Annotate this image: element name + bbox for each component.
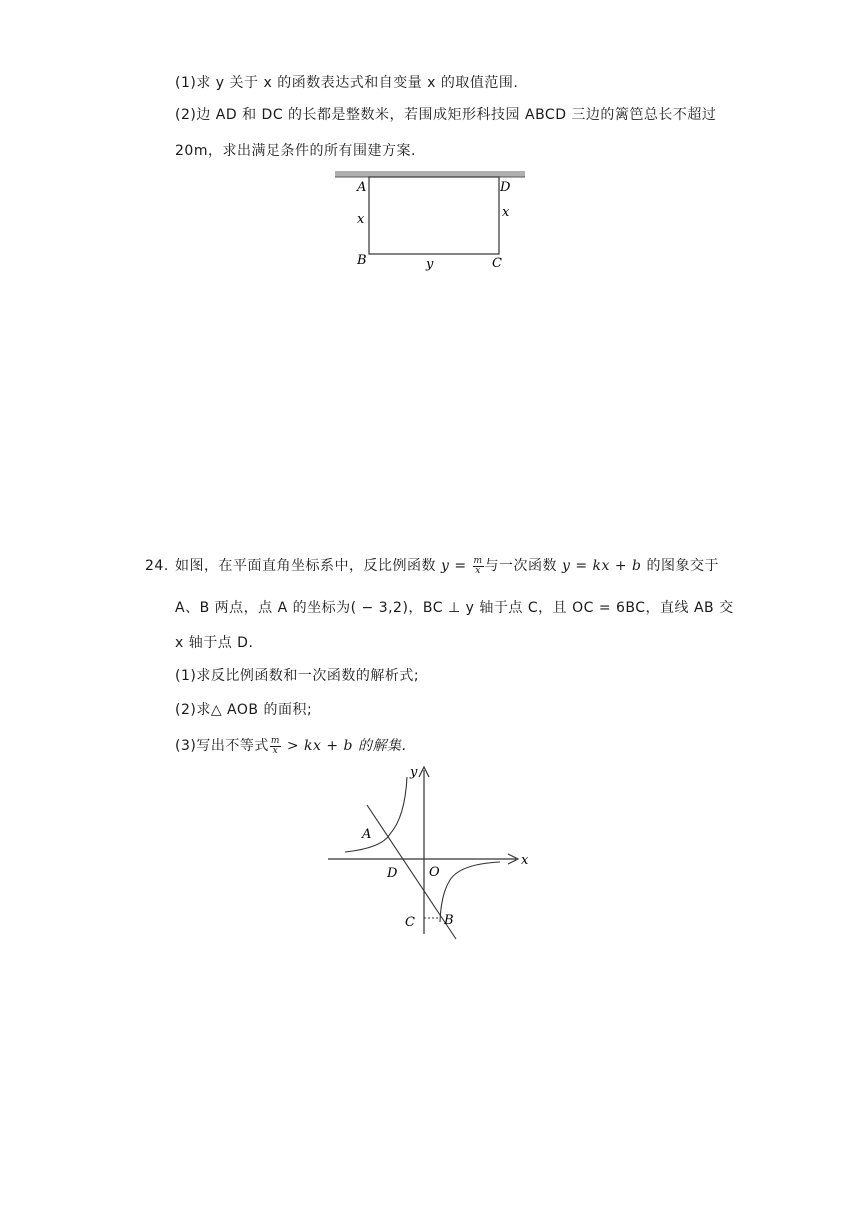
label-a-point: A xyxy=(362,827,372,842)
label-c-point: C xyxy=(405,915,415,930)
label-x-right: x xyxy=(502,205,510,220)
problem24-line2: A、B 两点，点 A 的坐标为( − 3,2)，BC ⊥ y 轴于点 C，且 OC = 6BC，直线 AB 交 xyxy=(175,600,734,616)
coordinate-figure xyxy=(320,762,540,944)
problem23-question2-line1: (2)边 AD 和 DC 的长都是整数米，若围成矩形科技园 ABCD 三边的篱笆总长不超过 xyxy=(175,107,717,123)
rectangle-figure xyxy=(330,166,530,274)
problem24-number: 24. xyxy=(145,558,169,574)
label-x-axis: x xyxy=(521,853,529,868)
fraction-m-over-x: $\frac{m}{x}$ xyxy=(473,555,483,576)
label-b: B xyxy=(357,253,367,268)
label-b-point: B xyxy=(444,913,454,928)
label-a: A xyxy=(357,180,367,195)
hyperbola-branch-left xyxy=(345,777,407,852)
label-x-left: x xyxy=(357,212,365,227)
label-c: C xyxy=(492,256,502,271)
label-d: D xyxy=(500,180,511,195)
wall xyxy=(335,171,525,177)
label-y-axis: y xyxy=(410,765,418,780)
rectangle-abcd xyxy=(369,177,499,254)
problem23-question1: (1)求 y 关于 x 的函数表达式和自变量 x 的取值范围. xyxy=(175,75,519,91)
label-o-point: O xyxy=(429,865,440,880)
label-y: y xyxy=(426,257,434,272)
fraction-m-over-x-2: $\frac{m}{x}$ xyxy=(270,735,280,756)
label-d-point: D xyxy=(387,866,398,881)
problem24-question2: (2)求△ AOB 的面积; xyxy=(175,702,313,718)
problem24-line3: x 轴于点 D. xyxy=(175,635,254,651)
eq-reciprocal: y = xyxy=(440,558,472,574)
problem23-question2-line2: 20m，求出满足条件的所有围建方案. xyxy=(175,143,416,159)
problem24-question1: (1)求反比例函数和一次函数的解析式; xyxy=(175,668,420,684)
eq-linear: y = kx + b xyxy=(562,558,642,574)
problem24-line1: 如图，在平面直角坐标系中，反比例函数 y = $\frac{m}{x}$ 与一次函数 y = kx + b 的图象交于 xyxy=(175,555,719,576)
problem24-question3: (3)写出不等式 $\frac{m}{x}$ > kx + b 的解集. xyxy=(175,735,407,756)
